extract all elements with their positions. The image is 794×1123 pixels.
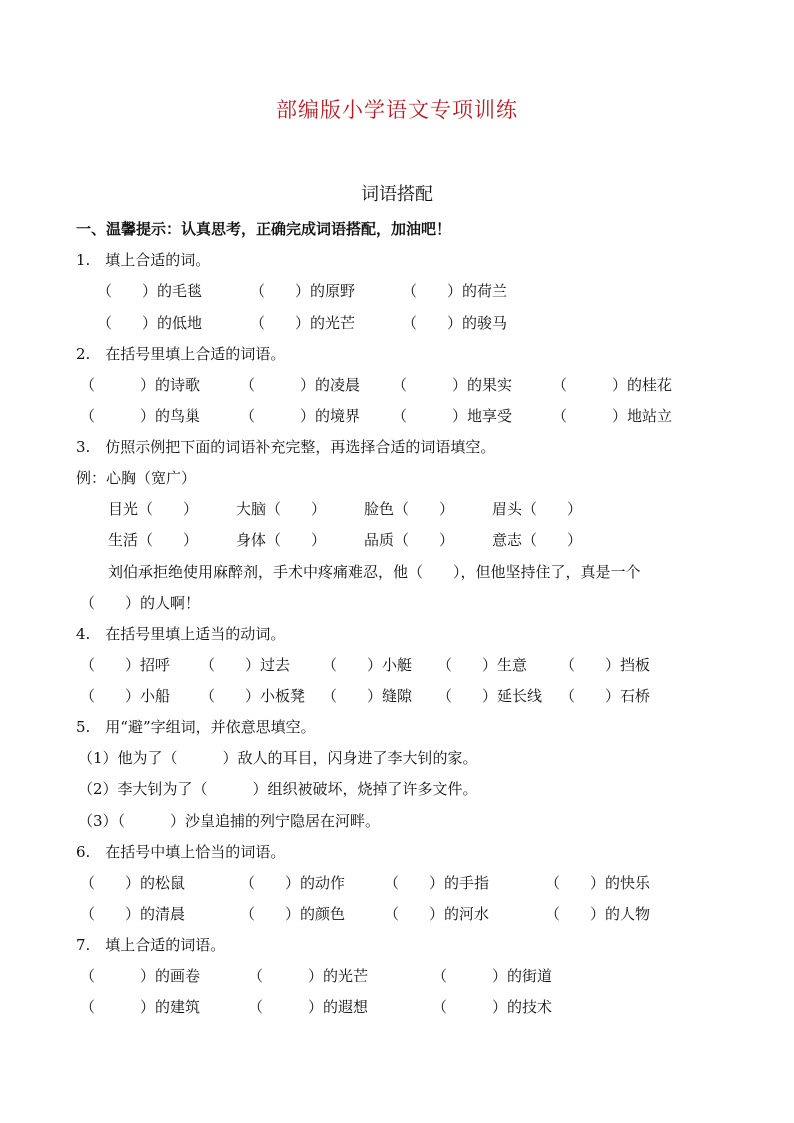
blank-item[interactable]: （ ）小艇 — [322, 656, 413, 674]
blank-item[interactable]: （ ）的画卷 — [80, 967, 201, 985]
blank-item[interactable]: （ ）延长线 — [437, 687, 543, 705]
blank-item[interactable]: （ ）的颜色 — [240, 905, 346, 923]
blank-item[interactable]: （ ）小板凳 — [200, 687, 306, 705]
blank-item[interactable]: （ ）的桂花 — [552, 376, 673, 394]
blank-item[interactable]: （ ）挡板 — [560, 656, 651, 674]
blank-item[interactable]: （ ）的果实 — [392, 376, 513, 394]
blank-item[interactable]: （ ）的街道 — [432, 967, 553, 985]
intro-instruction: 一、温馨提示：认真思考，正确完成词语搭配，加油吧！ — [76, 220, 452, 238]
blank-item[interactable]: （ ）的光芒 — [248, 967, 369, 985]
blank-item[interactable]: （ ）地享受 — [392, 407, 513, 425]
blank-item[interactable]: （ ）的境界 — [240, 407, 361, 425]
blank-item[interactable]: （ ）的技术 — [432, 998, 553, 1016]
blank-item[interactable]: 眉头（ ） — [492, 500, 583, 518]
blank-item[interactable]: （ ）招呼 — [80, 656, 171, 674]
blank-item[interactable]: （ ）的河水 — [384, 905, 490, 923]
blank-item[interactable]: （ ）的动作 — [240, 874, 346, 892]
blank-item[interactable]: （ ）的荷兰 — [402, 282, 508, 300]
blank-item[interactable]: （ ）的原野 — [250, 282, 356, 300]
blank-item[interactable]: （ ）的建筑 — [80, 998, 201, 1016]
question-5-stem: 5. 用“避”字组词，并依意思填空。 — [76, 718, 316, 736]
blank-item[interactable]: 大脑（ ） — [236, 500, 327, 518]
blank-item[interactable]: 身体（ ） — [236, 531, 327, 549]
question-5-item[interactable]: （2）李大钊为了（ ）组织被破坏，烧掉了许多文件。 — [78, 780, 478, 798]
blank-item[interactable]: （ ）的松鼠 — [80, 874, 186, 892]
question-5-item[interactable]: （3）（ ）沙皇追捕的列宁隐居在河畔。 — [78, 812, 381, 830]
section-title: 词语搭配 — [361, 184, 433, 205]
blank-item[interactable]: （ ）的凌晨 — [240, 376, 361, 394]
blank-item[interactable]: （ ）的人物 — [545, 905, 651, 923]
blank-item[interactable]: （ ）过去 — [200, 656, 291, 674]
question-2-stem: 2. 在括号里填上合适的词语。 — [76, 345, 286, 363]
question-7-stem: 7. 填上合适的词语。 — [76, 936, 226, 954]
blank-item[interactable]: （ ）小船 — [80, 687, 171, 705]
blank-item[interactable]: （ ）的毛毯 — [97, 282, 203, 300]
question-3-stem: 3. 仿照示例把下面的词语补充完整，再选择合适的词语填空。 — [76, 438, 496, 456]
question-1-stem: 1. 填上合适的词。 — [76, 251, 211, 269]
question-3-sentence[interactable]: 刘伯承拒绝使用麻醉剂，手术中疼痛难忍，他（ ），但他坚持住了，真是一个 — [108, 563, 641, 581]
blank-item[interactable]: （ ）石桥 — [560, 687, 651, 705]
blank-item[interactable]: （ ）的诗歌 — [80, 376, 201, 394]
blank-item[interactable]: （ ）的鸟巢 — [80, 407, 201, 425]
blank-item[interactable]: （ ）的遐想 — [248, 998, 369, 1016]
question-6-stem: 6. 在括号中填上恰当的词语。 — [76, 843, 286, 861]
blank-item[interactable]: 脸色（ ） — [364, 500, 455, 518]
blank-item[interactable]: （ ）的清晨 — [80, 905, 186, 923]
blank-item[interactable]: （ ）的骏马 — [402, 314, 508, 332]
blank-item[interactable]: （ ）的低地 — [97, 314, 203, 332]
question-5-item[interactable]: （1）他为了（ ）敌人的耳目，闪身进了李大钊的家。 — [78, 749, 478, 767]
blank-item[interactable]: （ ）的手指 — [384, 874, 490, 892]
question-4-stem: 4. 在括号里填上适当的动词。 — [76, 625, 286, 643]
blank-item[interactable]: （ ）的光芒 — [250, 314, 356, 332]
blank-item[interactable]: 生活（ ） — [108, 531, 199, 549]
blank-item[interactable]: 意志（ ） — [492, 531, 583, 549]
blank-item[interactable]: （ ）地站立 — [552, 407, 673, 425]
question-3-sentence-cont[interactable]: （ ）的人啊！ — [80, 594, 201, 612]
blank-item[interactable]: 目光（ ） — [108, 500, 199, 518]
blank-item[interactable]: （ ）的快乐 — [545, 874, 651, 892]
blank-item[interactable]: 品质（ ） — [364, 531, 455, 549]
page-title: 部编版小学语文专项训练 — [276, 98, 518, 122]
blank-item[interactable]: （ ）生意 — [437, 656, 528, 674]
question-3-example: 例：心胸（宽广） — [76, 469, 197, 487]
blank-item[interactable]: （ ）缝隙 — [322, 687, 413, 705]
